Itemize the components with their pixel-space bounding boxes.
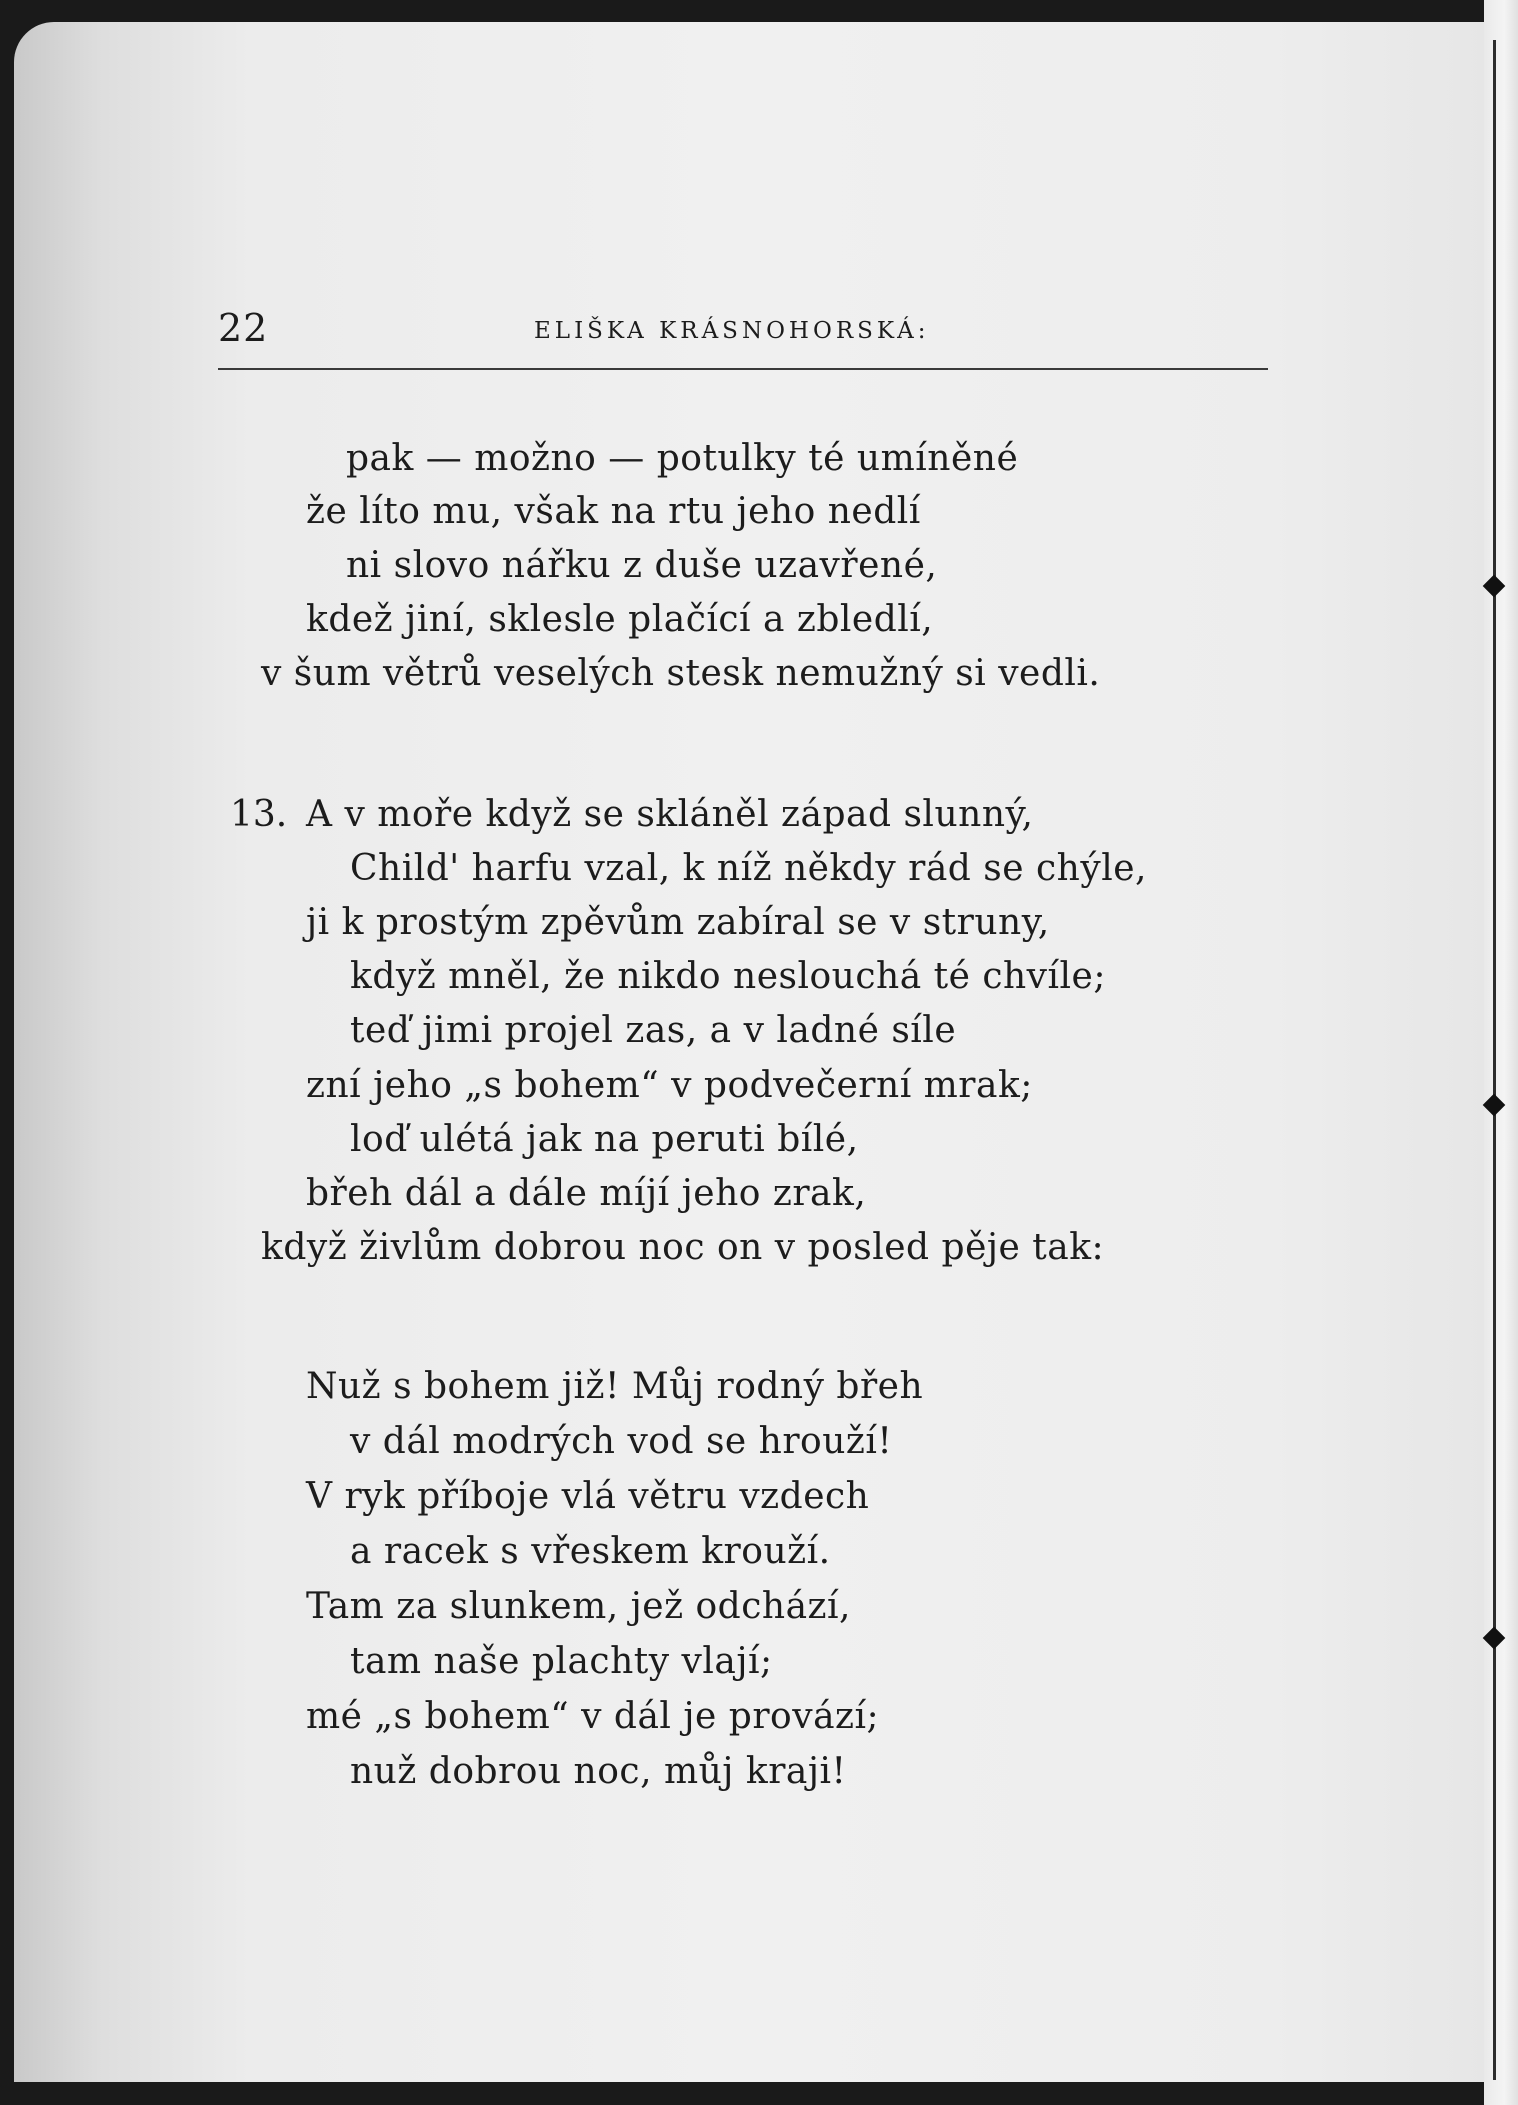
verse-line: pak — možno — potulky té umíněné xyxy=(346,438,1019,479)
page-number: 22 xyxy=(218,306,269,350)
verse-line: když živlům dobrou noc on v posled pěje tak: xyxy=(261,1227,1105,1268)
verse-line: teď jimi projel zas, a v ladné síle xyxy=(350,1010,957,1051)
header-rule xyxy=(218,368,1268,370)
verse-line: A v moře když se skláněl západ slunný, xyxy=(306,794,1034,835)
song-line: nuž dobrou noc, můj kraji! xyxy=(350,1751,847,1792)
verse-line: loď ulétá jak na peruti bílé, xyxy=(350,1119,859,1160)
song-line: tam naše plachty vlají; xyxy=(350,1641,773,1682)
verse-line: když mněl, že nikdo neslouchá té chvíle; xyxy=(350,956,1106,997)
verse-line: břeh dál a dále míjí jeho zrak, xyxy=(306,1173,867,1214)
song-line: V ryk příboje vlá větru vzdech xyxy=(306,1476,870,1517)
stanza-number: 13. xyxy=(230,794,288,835)
verse-line: ni slovo nářku z duše uzavřené, xyxy=(346,545,938,586)
verse-line: Child' harfu vzal, k níž někdy rád se chýle, xyxy=(350,848,1147,889)
verse-line: v šum větrů veselých stesk nemužný si vedli. xyxy=(261,653,1101,694)
song-line: Tam za slunkem, jež odchází, xyxy=(306,1586,851,1627)
song-line: Nuž s bohem již! Můj rodný břeh xyxy=(306,1366,924,1407)
verse-line: ji k prostým zpěvům zabíral se v struny, xyxy=(306,902,1050,943)
song-line: v dál modrých vod se hrouží! xyxy=(350,1421,893,1462)
verse-line: zní jeho „s bohem“ v podvečerní mrak; xyxy=(306,1065,1033,1106)
running-header: ELIŠKA KRÁSNOHORSKÁ: xyxy=(534,318,930,344)
song-line: a racek s vřeskem krouží. xyxy=(350,1531,831,1572)
song-line: mé „s bohem“ v dál je provází; xyxy=(306,1696,880,1737)
verse-line: kdež jiní, sklesle plačící a zbledlí, xyxy=(306,599,934,640)
verse-line: že líto mu, však na rtu jeho nedlí xyxy=(306,491,921,532)
